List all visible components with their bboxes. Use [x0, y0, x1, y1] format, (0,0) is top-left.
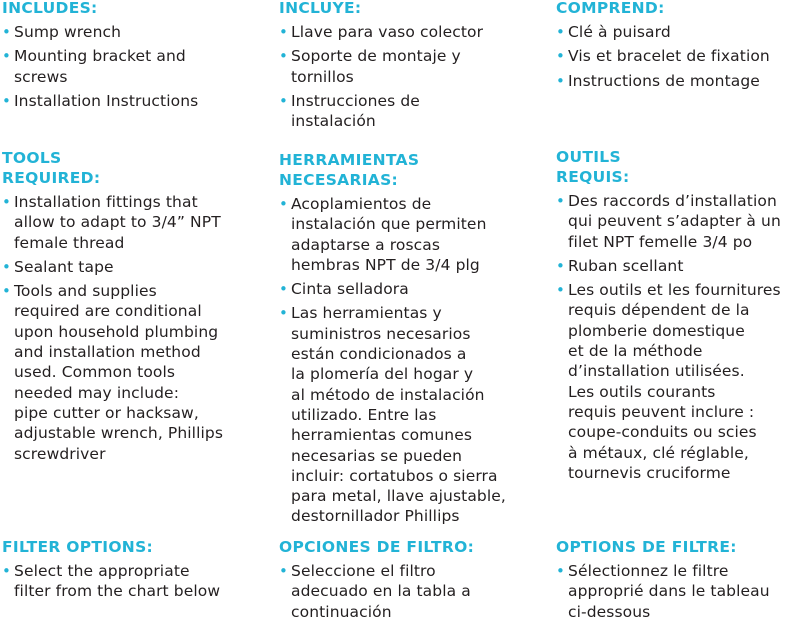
- list-item: • Select the appropriate filter from the chart below: [2, 561, 274, 602]
- bullet-list: [279, 22, 549, 131]
- list-item: • Des raccords d’installation qui peuvent s’adapter à un filet NPT femelle 3/4 po: [556, 191, 800, 252]
- section-heading: INCLUYE:: [279, 0, 362, 17]
- section-heading: INCLUDES:: [2, 0, 98, 17]
- filter-options-section: [279, 537, 549, 626]
- section-heading: OUTILS REQUIS:: [556, 148, 630, 186]
- list-item: • Cinta selladora: [279, 279, 549, 299]
- bullet-list: [556, 22, 800, 91]
- bullet-list: [279, 561, 549, 622]
- bullet-list: [2, 22, 274, 111]
- bullet-list: [556, 561, 800, 622]
- includes-section: [556, 0, 800, 95]
- section-heading: OPCIONES DE FILTRO:: [279, 538, 475, 556]
- list-item: • Vis et bracelet de fixation: [556, 46, 800, 66]
- includes-section: [2, 0, 274, 115]
- section-heading: TOOLS REQUIRED:: [2, 149, 101, 187]
- list-item: • Mounting bracket and screws: [2, 46, 274, 87]
- list-item: • Llave para vaso colector: [279, 22, 549, 42]
- list-item: • Instrucciones de instalación: [279, 91, 549, 132]
- filter-options-section: [556, 537, 800, 626]
- section-heading: FILTER OPTIONS:: [2, 538, 154, 556]
- list-item: • Installation fittings that allow to adapt to 3/4” NPT female thread: [2, 192, 274, 253]
- list-item: • Instructions de montage: [556, 71, 800, 91]
- tools-required-section: [556, 147, 800, 487]
- section-heading: HERRAMIENTAS NECESARIAS:: [279, 151, 420, 189]
- list-item: • Tools and supplies required are conditional upon household plumbing and installation method used. Common tools needed may include: pipe cutter or hacksaw, adjustable wrench, Phillips screwdriver: [2, 281, 274, 464]
- tools-required-section: [279, 150, 549, 531]
- list-item: • Acoplamientos de instalación que permiten adaptarse a roscas hembras NPT de 3/4 plg: [279, 194, 549, 275]
- bullet-list: [2, 192, 274, 464]
- list-item: • Sélectionnez le filtre approprié dans le tableau ci-dessous: [556, 561, 800, 622]
- list-item: • Sump wrench: [2, 22, 274, 42]
- list-item: • Sealant tape: [2, 257, 274, 277]
- section-heading: OPTIONS DE FILTRE:: [556, 538, 737, 556]
- list-item: • Ruban scellant: [556, 256, 800, 276]
- list-item: • Les outils et les fournitures requis dépendent de la plomberie domestique et de la méthode d’installation utilisées. Les outils courants requis peuvent inclure : coupe-conduits ou scies à métaux, clé réglable, tournevis cruciforme: [556, 280, 800, 483]
- list-item: • Clé à puisard: [556, 22, 800, 42]
- bullet-list: [279, 194, 549, 527]
- list-item: • Seleccione el filtro adecuado en la tabla a continuación: [279, 561, 549, 622]
- list-item: • Soporte de montaje y tornillos: [279, 46, 549, 87]
- section-heading: COMPREND:: [556, 0, 665, 17]
- list-item: • Installation Instructions: [2, 91, 274, 111]
- tools-required-section: [2, 148, 274, 468]
- list-item: • Las herramientas y suministros necesarios están condicionados a la plomería del hogar y al método de instalación utilizado. Entre las herramientas comunes necesarias se pueden incluir: cortatubos o sierra para metal, llave ajustable, destornillador Phillips: [279, 303, 549, 526]
- includes-section: [279, 0, 549, 135]
- bullet-list: [2, 561, 274, 602]
- bullet-list: [556, 191, 800, 483]
- filter-options-section: [2, 537, 274, 606]
